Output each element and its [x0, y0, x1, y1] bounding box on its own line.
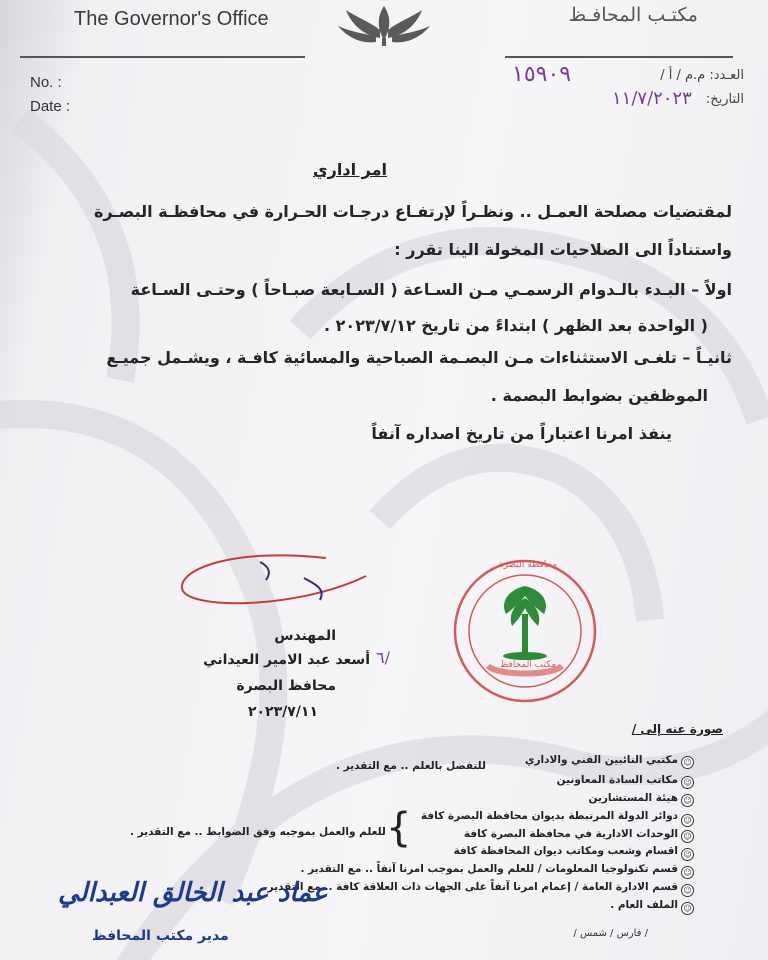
- order-line-4: ( الواحدة بعد الظهر ) ابتداءً من تاريخ ٢٠٢٣/٧/١٢ .: [324, 316, 708, 335]
- bullet-icon: ☺: [681, 814, 694, 827]
- copy-note-group: للعلم والعمل بموجبه وفق الضوابط .. مع التقدير .: [130, 826, 386, 838]
- copy-item-7: قسم تكنولوجيا المعلومات / للعلم والعمل بموجب امرنا آنفاً .. مع التقدير .: [300, 863, 678, 875]
- signature-date: ٢٠٢٣/٧/١١: [247, 704, 318, 720]
- office-name-english: The Governor's Office: [74, 8, 269, 30]
- order-title: امر اداري: [313, 160, 387, 179]
- order-line-1: لمقتضيات مصلحة العمـل .. ونظـراً لإرتفـاع درجـات الحـرارة في محافظـة البصـرة: [93, 202, 732, 221]
- signatory-position: محافظ البصرة: [236, 678, 336, 694]
- order-line-5: ثانيـاً – تلغـى الاستثناءات مـن البصـمة الصباحية والمسائية كافـة ، ويشـمل جميـع: [106, 348, 732, 367]
- bullet-icon: ☺: [681, 866, 694, 879]
- group-brace: {: [386, 805, 412, 851]
- bullet-icon: ☺: [681, 776, 694, 789]
- header-divider-right: [505, 56, 733, 58]
- signatory-title: المهندس: [274, 628, 336, 644]
- signatory-name: أسعد عبد الامير العيداني: [203, 652, 370, 668]
- bullet-icon: ☺: [681, 902, 694, 915]
- no-label: No. :: [30, 74, 62, 91]
- stamp-text-top: محافظة البصرة: [498, 560, 558, 570]
- copy-item-2: مكاتب السادة المعاونين: [556, 774, 678, 786]
- order-line-2: واستناداً الى الصلاحيات المخولة الينا تقرر :: [394, 240, 732, 259]
- copy-item-8: قسم الادارة العامة / إعمام امرنا آنفاً على الجهات ذات العلاقة كافة .. مع التقدير .: [259, 881, 678, 893]
- copy-note-top: للتفضل بالعلم .. مع التقدير .: [336, 760, 486, 772]
- signatory-prefix: ٦/: [376, 648, 390, 667]
- emblem-logo: [328, 0, 440, 48]
- copy-item-4: دوائر الدولة المرتبطة بديوان محافظة البصرة كافة: [420, 810, 678, 822]
- footer-code: / فارس / شمس /: [573, 928, 648, 939]
- official-stamp: [448, 556, 602, 706]
- bullet-icon: ☺: [681, 756, 694, 769]
- bullet-icon: ☺: [681, 848, 694, 861]
- office-manager-title: مدير مكتب المحافظ: [92, 928, 229, 944]
- order-line-7: ينفذ امرنا اعتباراً من تاريخ اصداره آنفاً: [371, 424, 672, 443]
- copy-item-9: الملف العام .: [610, 899, 678, 911]
- order-line-3: اولاً – البـدء بالـدوام الرسمـي مـن السـاعة ( السـابعة صبـاحاً ) وحتـى السـاعة: [130, 280, 732, 299]
- copy-item-3: هيئة المستشارين: [588, 792, 678, 804]
- office-manager-signature: عماد عبد الخالق العبدالي: [58, 878, 328, 908]
- bullet-icon: ☺: [681, 830, 694, 843]
- stamp-text-bottom: مكتب المحافظ: [499, 660, 557, 670]
- date-value-handwritten: ١١/٧/٢٠٢٣: [612, 88, 692, 109]
- header-divider-left: [20, 56, 305, 58]
- office-name-arabic: مكتـب المحافـظ: [568, 4, 698, 26]
- order-line-6: الموظفين بضوابط البصمة .: [490, 386, 708, 405]
- number-label-arabic: العـدد: م.م / أ /: [660, 68, 744, 83]
- governor-signature: [176, 548, 376, 618]
- date-label-arabic: التاريخ:: [705, 92, 744, 107]
- bullet-icon: ☺: [681, 884, 694, 897]
- date-label: Date :: [30, 98, 71, 115]
- copy-item-5: الوحدات الادارية في محافظة البصرة كافة: [463, 828, 678, 840]
- number-value-handwritten: ١٥٩٠٩: [512, 62, 572, 87]
- copy-item-6: اقسام وشعب ومكاتب ديوان المحافظة كافة: [453, 845, 678, 857]
- copies-heading: صورة عنه إلى /: [631, 722, 723, 736]
- bullet-icon: ☺: [681, 794, 694, 807]
- copy-item-1: مكتبي النائبين الفني والاداري: [524, 754, 678, 766]
